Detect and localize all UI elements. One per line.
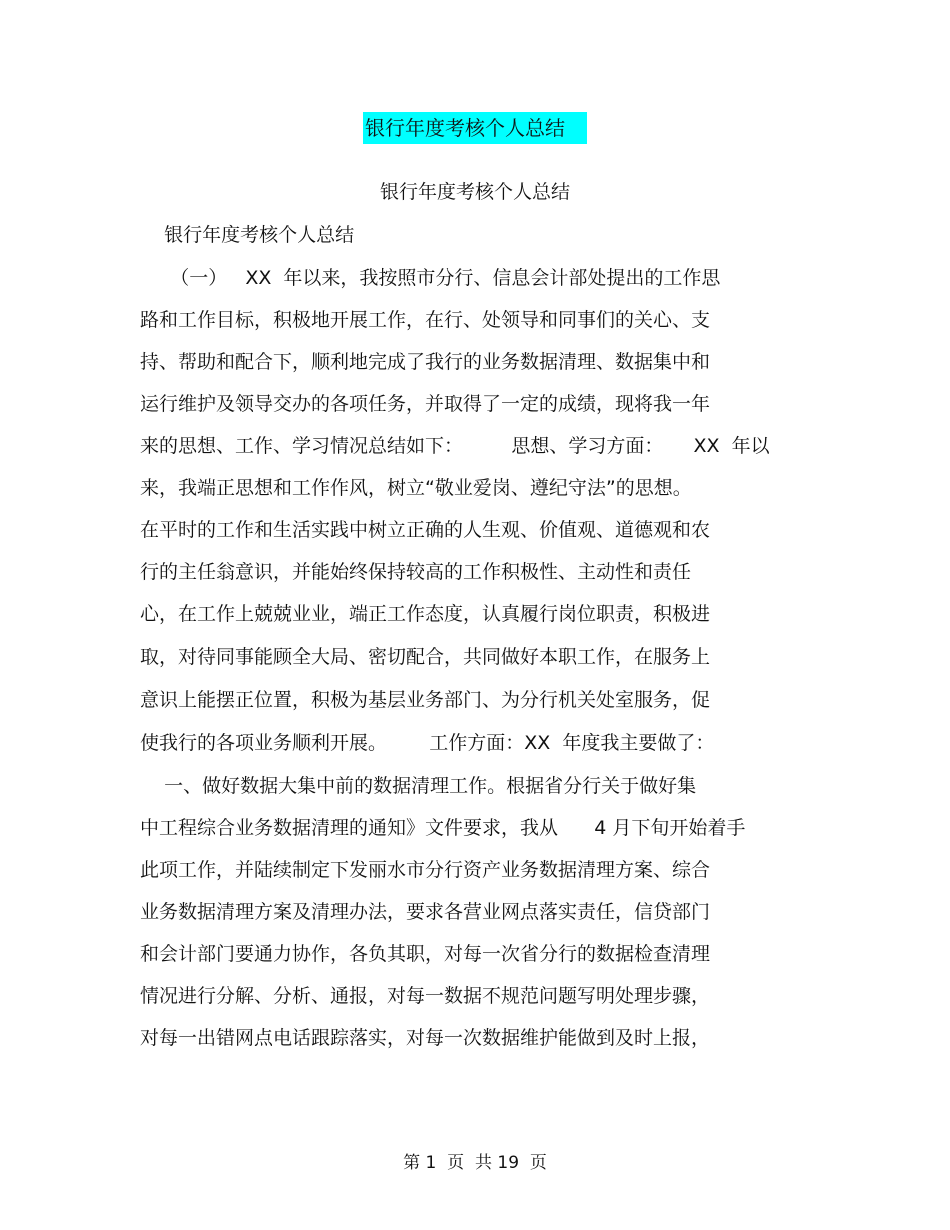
body-line: 取，对待同事能顾全大局、密切配合，共同做好本职工作，在服务上 bbox=[140, 646, 711, 668]
body-line: 心，在工作上兢兢业业，端正工作态度，认真履行岗位职责，积极进 bbox=[140, 603, 711, 625]
body-line: 一、做好数据大集中前的数据清理工作。根据省分行关于做好集 bbox=[140, 775, 697, 797]
body-line: 银行年度考核个人总结 bbox=[140, 224, 355, 246]
body-line: 对每一出错网点电话跟踪落实，对每一次数据维护能做到及时上报， bbox=[140, 1027, 711, 1049]
body-line: 持、帮助和配合下，顺利地完成了我行的业务数据清理、数据集中和 bbox=[140, 351, 711, 373]
body-line: 业务数据清理方案及清理办法，要求各营业网点落实责任，信贷部门 bbox=[140, 901, 711, 923]
body-line: 和会计部门要通力协作，各负其职，对每一次省分行的数据检查清理 bbox=[140, 943, 711, 965]
body-line: 在平时的工作和生活实践中树立正确的人生观、价值观、道德观和农 bbox=[140, 519, 711, 541]
body-line: （一） XX 年以来，我按照市分行、信息会计部处提出的工作思 bbox=[140, 267, 721, 289]
title-wrap bbox=[0, 112, 950, 144]
body-line: 运行维护及领导交办的各项任务，并取得了一定的成绩，现将我一年 bbox=[140, 393, 711, 415]
page-footer: 第 1 页 共 19 页 bbox=[403, 1153, 547, 1173]
body-line: 路和工作目标，积极地开展工作，在行、处领导和同事们的关心、支 bbox=[140, 309, 711, 331]
body-line: 中工程综合业务数据清理的通知》文件要求，我从 4 月下旬开始着手 bbox=[140, 817, 746, 839]
document-title: 银行年度考核个人总结 bbox=[363, 112, 587, 144]
body-line: 来的思想、工作、学习情况总结如下： 思想、学习方面： XX 年以 bbox=[140, 435, 770, 457]
body-line: 情况进行分解、分析、通报，对每一数据不规范问题写明处理步骤， bbox=[140, 985, 711, 1007]
body-line: 来，我端正思想和工作作风，树立“敬业爱岗、遵纪守法”的思想。 bbox=[140, 477, 692, 499]
body-line: 此项工作，并陆续制定下发丽水市分行资产业务数据清理方案、综合 bbox=[140, 859, 711, 881]
body-line: 使我行的各项业务顺利开展。 工作方面：XX 年度我主要做了： bbox=[140, 732, 715, 754]
body-line: 行的主任翁意识，并能始终保持较高的工作积极性、主动性和责任 bbox=[140, 561, 692, 583]
body-line: 意识上能摆正位置，积极为基层业务部门、为分行机关处室服务，促 bbox=[140, 689, 711, 711]
document-subtitle: 银行年度考核个人总结 bbox=[379, 181, 570, 203]
